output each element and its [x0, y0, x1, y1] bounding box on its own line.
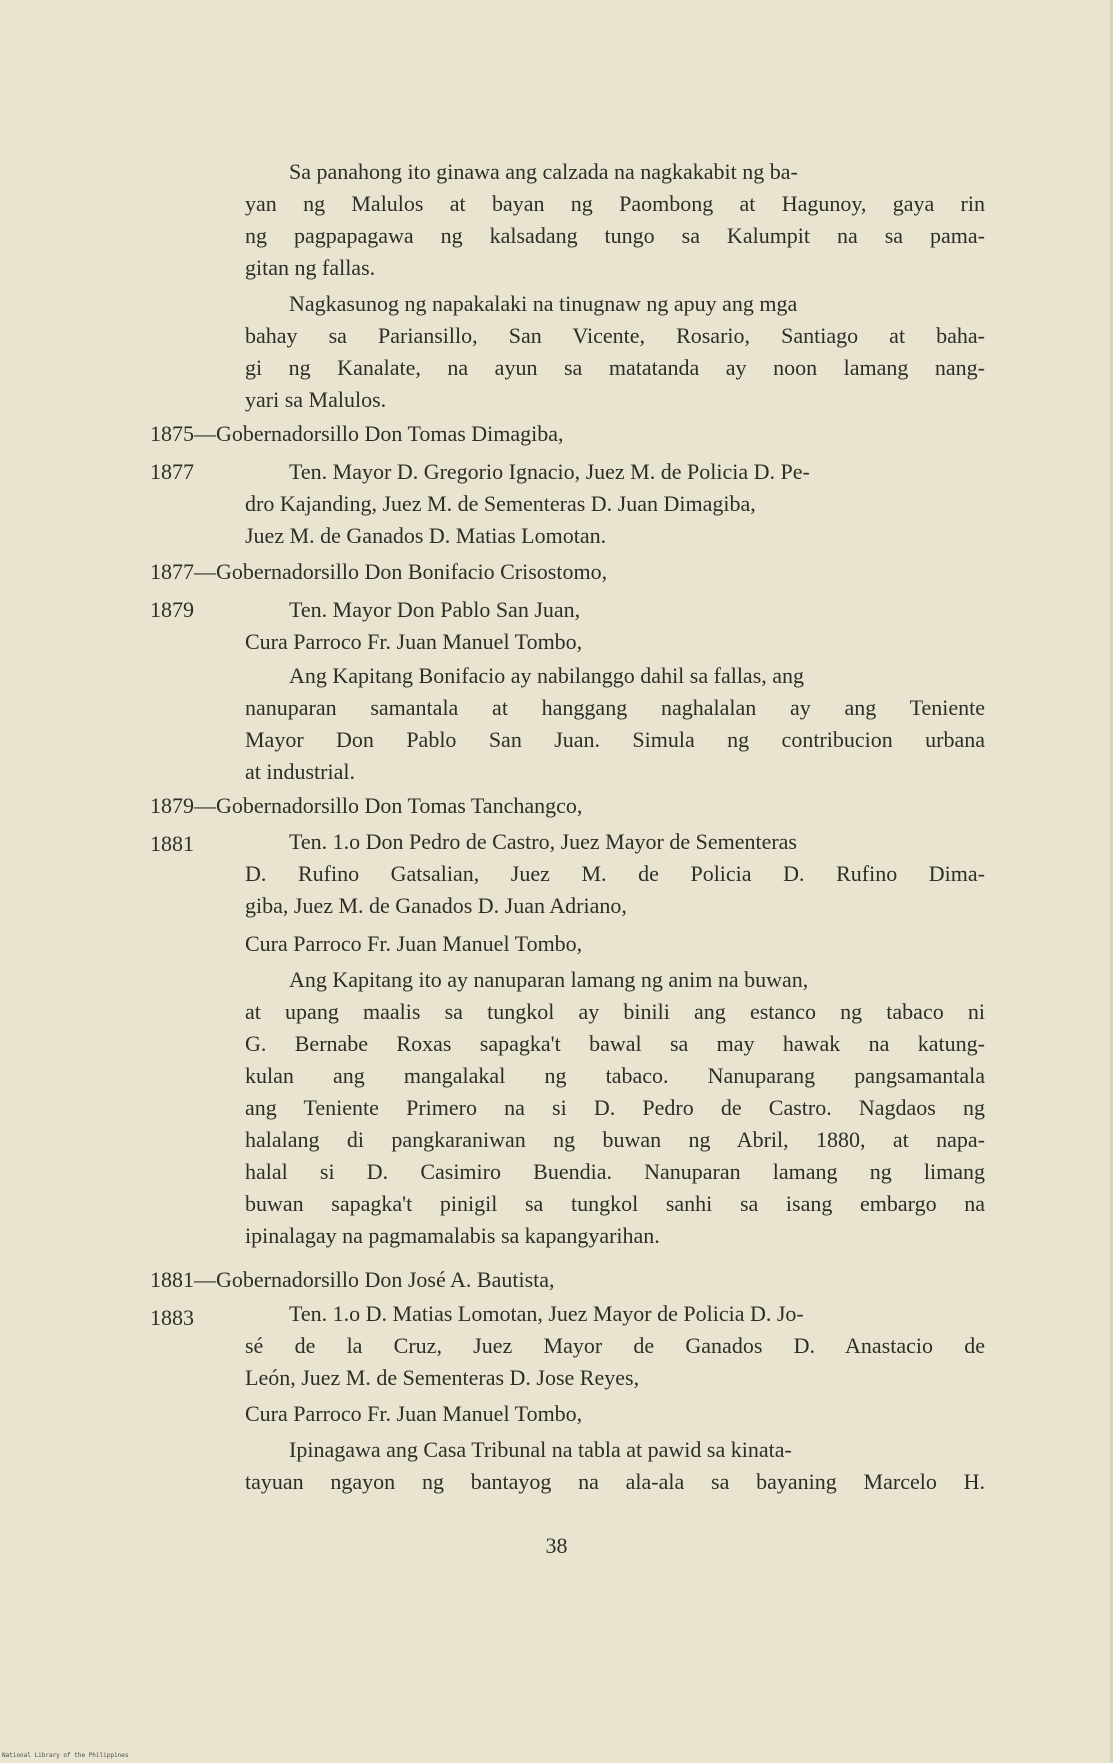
- text-line: D. Rufino Gatsalian, Juez M. de Policia D. Rufino Dima-: [245, 861, 985, 886]
- text-line: yari sa Malulos.: [245, 387, 387, 412]
- text-line: Ang Kapitang ito ay nanuparan lamang ng anim na buwan,: [289, 967, 809, 992]
- text-line: buwan sapagka't pinigil sa tungkol sanhi sa isang embargo na: [245, 1191, 985, 1216]
- text-line: Ten. Mayor Don Pablo San Juan,: [289, 597, 581, 622]
- text-line: Ten. Mayor D. Gregorio Ignacio, Juez M. de Policia D. Pe-: [289, 459, 810, 484]
- text-line: at upang maalis sa tungkol ay binili ang estanco ng tabaco ni: [245, 999, 985, 1024]
- text-line: tayuan ngayon ng bantayog na ala-ala sa bayaning Marcelo H.: [245, 1469, 985, 1494]
- text-line: Ten. 1.o Don Pedro de Castro, Juez Mayor de Sementeras: [289, 829, 797, 854]
- entry-heading: 1877—Gobernadorsillo Don Bonifacio Crisostomo,: [150, 559, 608, 584]
- entry-heading: 1875—Gobernadorsillo Don Tomas Dimagiba,: [150, 421, 564, 446]
- entry-heading: 1881—Gobernadorsillo Don José A. Bautista,: [150, 1267, 555, 1292]
- text-line: ipinalagay na pagmamalabis sa kapangyarihan.: [245, 1223, 660, 1248]
- text-line: nanuparan samantala at hanggang naghalalan ay ang Teniente: [245, 695, 985, 720]
- text-line: Mayor Don Pablo San Juan. Simula ng contribucion urbana: [245, 727, 985, 752]
- page-number: 38: [545, 1533, 568, 1558]
- text-line: ng pagpapagawa ng kalsadang tungo sa Kalumpit na sa pama-: [245, 223, 985, 248]
- text-line: Ipinagawa ang Casa Tribunal na tabla at pawid sa kinata-: [289, 1437, 792, 1462]
- text-line: dro Kajanding, Juez M. de Sementeras D. Juan Dimagiba,: [245, 491, 756, 516]
- text-line: Juez M. de Ganados D. Matias Lomotan.: [245, 523, 607, 548]
- year-label: 1883: [150, 1305, 194, 1330]
- year-label: 1879: [150, 597, 194, 622]
- text-line: bahay sa Pariansillo, San Vicente, Rosario, Santiago at baha-: [245, 323, 985, 348]
- entry-heading: 1879—Gobernadorsillo Don Tomas Tanchangco,: [150, 793, 583, 818]
- text-line: yan ng Malulos at bayan ng Paombong at Hagunoy, gaya rin: [245, 191, 985, 216]
- text-line: Cura Parroco Fr. Juan Manuel Tombo,: [245, 931, 583, 956]
- text-line: gitan ng fallas.: [245, 255, 376, 280]
- text-line: Ten. 1.o D. Matias Lomotan, Juez Mayor de Policia D. Jo-: [289, 1301, 804, 1326]
- text-line: kulan ang mangalakal ng tabaco. Nanuparang pangsamantala: [245, 1063, 985, 1088]
- text-line: León, Juez M. de Sementeras D. Jose Reyes,: [245, 1365, 640, 1390]
- year-label: 1877: [150, 459, 194, 484]
- text-line: giba, Juez M. de Ganados D. Juan Adriano,: [245, 893, 627, 918]
- year-label: 1881: [150, 831, 194, 856]
- text-line: Cura Parroco Fr. Juan Manuel Tombo,: [245, 629, 583, 654]
- text-line: at industrial.: [245, 759, 355, 784]
- text-line: Sa panahong ito ginawa ang calzada na nagkakabit ng ba-: [289, 159, 798, 184]
- text-line: G. Bernabe Roxas sapagka't bawal sa may hawak na katung-: [245, 1031, 985, 1056]
- text-line: halalang di pangkaraniwan ng buwan ng Abril, 1880, at napa-: [245, 1127, 985, 1152]
- text-line: Nagkasunog ng napakalaki na tinugnaw ng apuy ang mga: [289, 291, 798, 316]
- library-footer: National Library of the Philippines: [2, 1752, 129, 1759]
- text-line: Ang Kapitang Bonifacio ay nabilanggo dahil sa fallas, ang: [289, 663, 805, 688]
- text-line: halal si D. Casimiro Buendia. Nanuparan lamang ng limang: [245, 1159, 985, 1184]
- text-line: ang Teniente Primero na si D. Pedro de Castro. Nagdaos ng: [245, 1095, 985, 1120]
- text-line: gi ng Kanalate, na ayun sa matatanda ay noon lamang nang-: [245, 355, 985, 380]
- text-line: sé de la Cruz, Juez Mayor de Ganados D. Anastacio de: [245, 1333, 985, 1358]
- text-line: Cura Parroco Fr. Juan Manuel Tombo,: [245, 1401, 583, 1426]
